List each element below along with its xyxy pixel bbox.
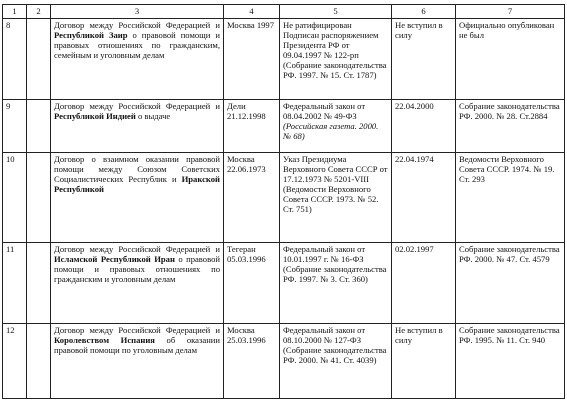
treaty-text: о правовой помощи и правовых отношениях по гражданским и уголовным делам	[54, 254, 221, 285]
act-text: Федеральный закон от 10.01.1997 г. № 16-ФЗ (Собрание законодательства РФ. 1997. № 3. Ст. 360)	[283, 244, 387, 285]
ratification-act-cell	[280, 100, 392, 153]
treaty-party: Республикой Индией	[54, 111, 136, 122]
treaty-text: Договор между Российской Федерацией и	[54, 101, 220, 111]
entry-into-force-cell: 22.04.1974	[392, 153, 456, 243]
entry-into-force-cell: Не вступил в силу	[392, 324, 456, 399]
column-number-header: 6	[392, 5, 456, 19]
place-date-cell: Москва 1997	[224, 19, 280, 100]
table-row	[3, 153, 565, 243]
entry-into-force-cell: 02.02.1997	[392, 243, 456, 324]
empty-cell	[27, 100, 51, 153]
ratification-act-cell	[280, 243, 392, 324]
treaty-party: Иракской Республикой	[54, 174, 220, 195]
treaty-party: Исламской Республикой Иран	[54, 254, 175, 265]
treaty-name-cell	[51, 243, 224, 324]
treaty-text: о правовой помощи и правовых отношениях по гражданским, семейным и уголовным делам	[54, 30, 220, 61]
treaty-table	[2, 4, 565, 399]
empty-cell	[27, 153, 51, 243]
act-text: Не ратифицирован Подписан распоряжением Президента РФ от 09.04.1997 № 122-рп (Собрание законодательства РФ. 1997. № 15. Ст. 1787)	[283, 20, 387, 81]
treaty-party: Королевством Испания	[54, 335, 155, 346]
table-row	[3, 243, 565, 324]
act-source: (Российская газета. 2000. № 68)	[283, 121, 379, 142]
table-row	[3, 324, 565, 399]
act-text: Федеральный закон от 08.10.2000 № 127-ФЗ (Собрание законодательства РФ. 2000. № 41. Ст. 4039)	[283, 325, 387, 366]
treaty-text: об оказании правовой помощи по уголовным делам	[54, 335, 220, 356]
column-number-header: 5	[280, 5, 392, 19]
entry-into-force-cell: Не вступил в силу	[392, 19, 456, 100]
treaty-party: Республикой Заир	[54, 30, 128, 41]
treaty-name-cell	[51, 100, 224, 153]
treaty-text: Договор между Российской Федерацией и	[54, 244, 220, 254]
treaty-text: о выдаче	[135, 111, 171, 122]
treaty-name-cell	[51, 19, 224, 100]
treaty-name-cell	[51, 324, 224, 399]
treaty-text: Договор между Российской Федерацией и	[54, 325, 220, 335]
publication-cell: Собрание законодательства РФ. 1995. № 11. Ст. 940	[456, 324, 565, 399]
column-number-header: 7	[456, 5, 565, 19]
treaty-text: Договор о взаимном оказании правовой помощи между Союзом Советских Социалистических Республик и	[54, 154, 220, 185]
column-number-header: 1	[3, 5, 27, 19]
column-number-header: 2	[27, 5, 51, 19]
treaty-table-page	[2, 4, 564, 399]
treaty-name-cell	[51, 153, 224, 243]
table-row	[3, 19, 565, 100]
publication-cell: Собрание законодательства РФ. 2000. № 47. Ст. 4579	[456, 243, 565, 324]
column-number-header: 3	[51, 5, 224, 19]
treaty-text: Договор между Российской Федерацией и	[54, 20, 220, 30]
publication-cell: Собрание законодательства РФ. 2000. № 28. Ст.2884	[456, 100, 565, 153]
table-header-row	[3, 5, 565, 19]
row-number-cell: 10	[3, 153, 27, 243]
ratification-act-cell	[280, 324, 392, 399]
empty-cell	[27, 19, 51, 100]
place-date-cell: Москва 22.06.1973	[224, 153, 280, 243]
place-date-cell: Москва 25.03.1996	[224, 324, 280, 399]
row-number-cell: 9	[3, 100, 27, 153]
place-date-cell: Дели 21.12.1998	[224, 100, 280, 153]
empty-cell	[27, 243, 51, 324]
act-text: Федеральный закон от 08.04.2002 № 49-ФЗ	[283, 101, 366, 122]
row-number-cell: 12	[3, 324, 27, 399]
row-number-cell: 8	[3, 19, 27, 100]
column-number-header: 4	[224, 5, 280, 19]
ratification-act-cell	[280, 153, 392, 243]
entry-into-force-cell: 22.04.2000	[392, 100, 456, 153]
ratification-act-cell	[280, 19, 392, 100]
row-number-cell: 11	[3, 243, 27, 324]
publication-cell: Ведомости Верховного Совета СССР. 1974. № 19. Ст. 293	[456, 153, 565, 243]
publication-cell: Официально опубликован не был	[456, 19, 565, 100]
empty-cell	[27, 324, 51, 399]
table-row	[3, 100, 565, 153]
act-text: Указ Президиума Верховного Совета СССР от 17.12.1973 № 5201-VIII (Ведомости Верховного Совета СССР. 1973. № 52. Ст. 751)	[283, 154, 388, 215]
place-date-cell: Тегеран 05.03.1996	[224, 243, 280, 324]
